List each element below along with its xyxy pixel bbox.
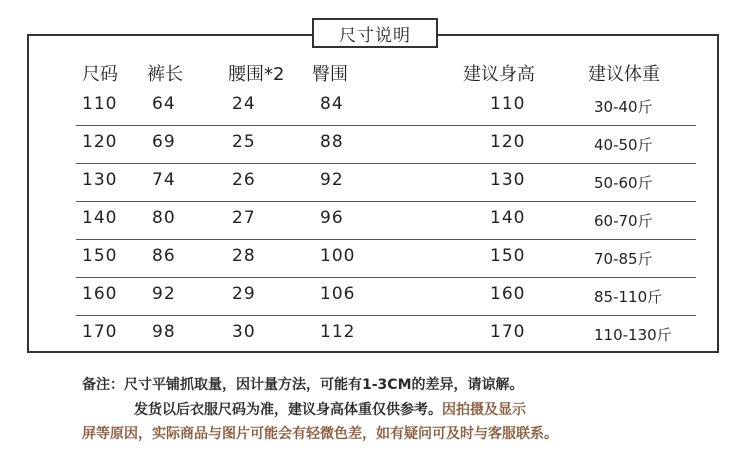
cell-size: 120 — [82, 132, 118, 152]
cell-hip: 92 — [320, 170, 344, 190]
cell-height: 140 — [490, 208, 526, 228]
cell-weight: 70-85斤 — [594, 250, 653, 268]
cell-pant-length: 80 — [152, 208, 176, 228]
note-text-1: 备注：尺寸平铺抓取量，因计量方法，可能有1-3CM的差异，请谅解。 — [82, 377, 524, 393]
note-text-2a: 发货以后衣服尺码为准，建议身高体重仅供参考。 — [134, 402, 442, 418]
table-row — [76, 316, 696, 354]
cell-hip: 88 — [320, 132, 344, 152]
cell-hip: 84 — [320, 94, 344, 114]
cell-size: 110 — [82, 94, 118, 114]
cell-weight: 30-40斤 — [594, 98, 653, 116]
table-row — [76, 278, 696, 316]
header-hip: 臀围 — [312, 64, 348, 85]
cell-height: 170 — [490, 322, 526, 342]
cell-pant-length: 69 — [152, 132, 176, 152]
cell-waist: 26 — [232, 170, 256, 190]
cell-height: 130 — [490, 170, 526, 190]
cell-weight: 50-60斤 — [594, 174, 653, 192]
cell-hip: 106 — [320, 284, 356, 304]
table-row — [76, 126, 696, 164]
table-row — [76, 164, 696, 202]
cell-waist: 28 — [232, 246, 256, 266]
cell-size: 170 — [82, 322, 118, 342]
table-row — [76, 202, 696, 240]
cell-waist: 24 — [232, 94, 256, 114]
cell-waist: 27 — [232, 208, 256, 228]
cell-pant-length: 74 — [152, 170, 176, 190]
cell-waist: 29 — [232, 284, 256, 304]
cell-height: 160 — [490, 284, 526, 304]
table-row — [76, 240, 696, 278]
note-line-1 — [82, 374, 524, 394]
note-line-3 — [82, 423, 558, 443]
note-line-2 — [134, 399, 526, 419]
note-text-3: 屏等原因，实际商品与图片可能会有轻微色差，如有疑问可及时与客服联系。 — [82, 426, 558, 442]
cell-hip: 96 — [320, 208, 344, 228]
header-size: 尺码 — [82, 64, 118, 85]
cell-pant-length: 64 — [152, 94, 176, 114]
table-row — [76, 88, 696, 126]
cell-size: 150 — [82, 246, 118, 266]
cell-weight: 110-130斤 — [594, 326, 672, 344]
cell-size: 140 — [82, 208, 118, 228]
cell-size: 130 — [82, 170, 118, 190]
header-waist: 腰围*2 — [228, 64, 285, 85]
cell-weight: 40-50斤 — [594, 136, 653, 154]
cell-weight: 60-70斤 — [594, 212, 653, 230]
size-chart-title: 尺寸说明 — [312, 18, 438, 48]
header-suggested-weight: 建议体重 — [588, 64, 660, 85]
cell-pant-length: 92 — [152, 284, 176, 304]
cell-pant-length: 98 — [152, 322, 176, 342]
header-pant-length: 裤长 — [147, 64, 183, 85]
note-text-2b: 因拍摄及显示 — [442, 402, 526, 418]
cell-hip: 112 — [320, 322, 356, 342]
cell-size: 160 — [82, 284, 118, 304]
cell-height: 110 — [490, 94, 526, 114]
cell-pant-length: 86 — [152, 246, 176, 266]
cell-hip: 100 — [320, 246, 356, 266]
cell-waist: 30 — [232, 322, 256, 342]
cell-height: 120 — [490, 132, 526, 152]
cell-waist: 25 — [232, 132, 256, 152]
header-suggested-height: 建议身高 — [463, 64, 535, 85]
cell-height: 150 — [490, 246, 526, 266]
cell-weight: 85-110斤 — [594, 288, 663, 306]
